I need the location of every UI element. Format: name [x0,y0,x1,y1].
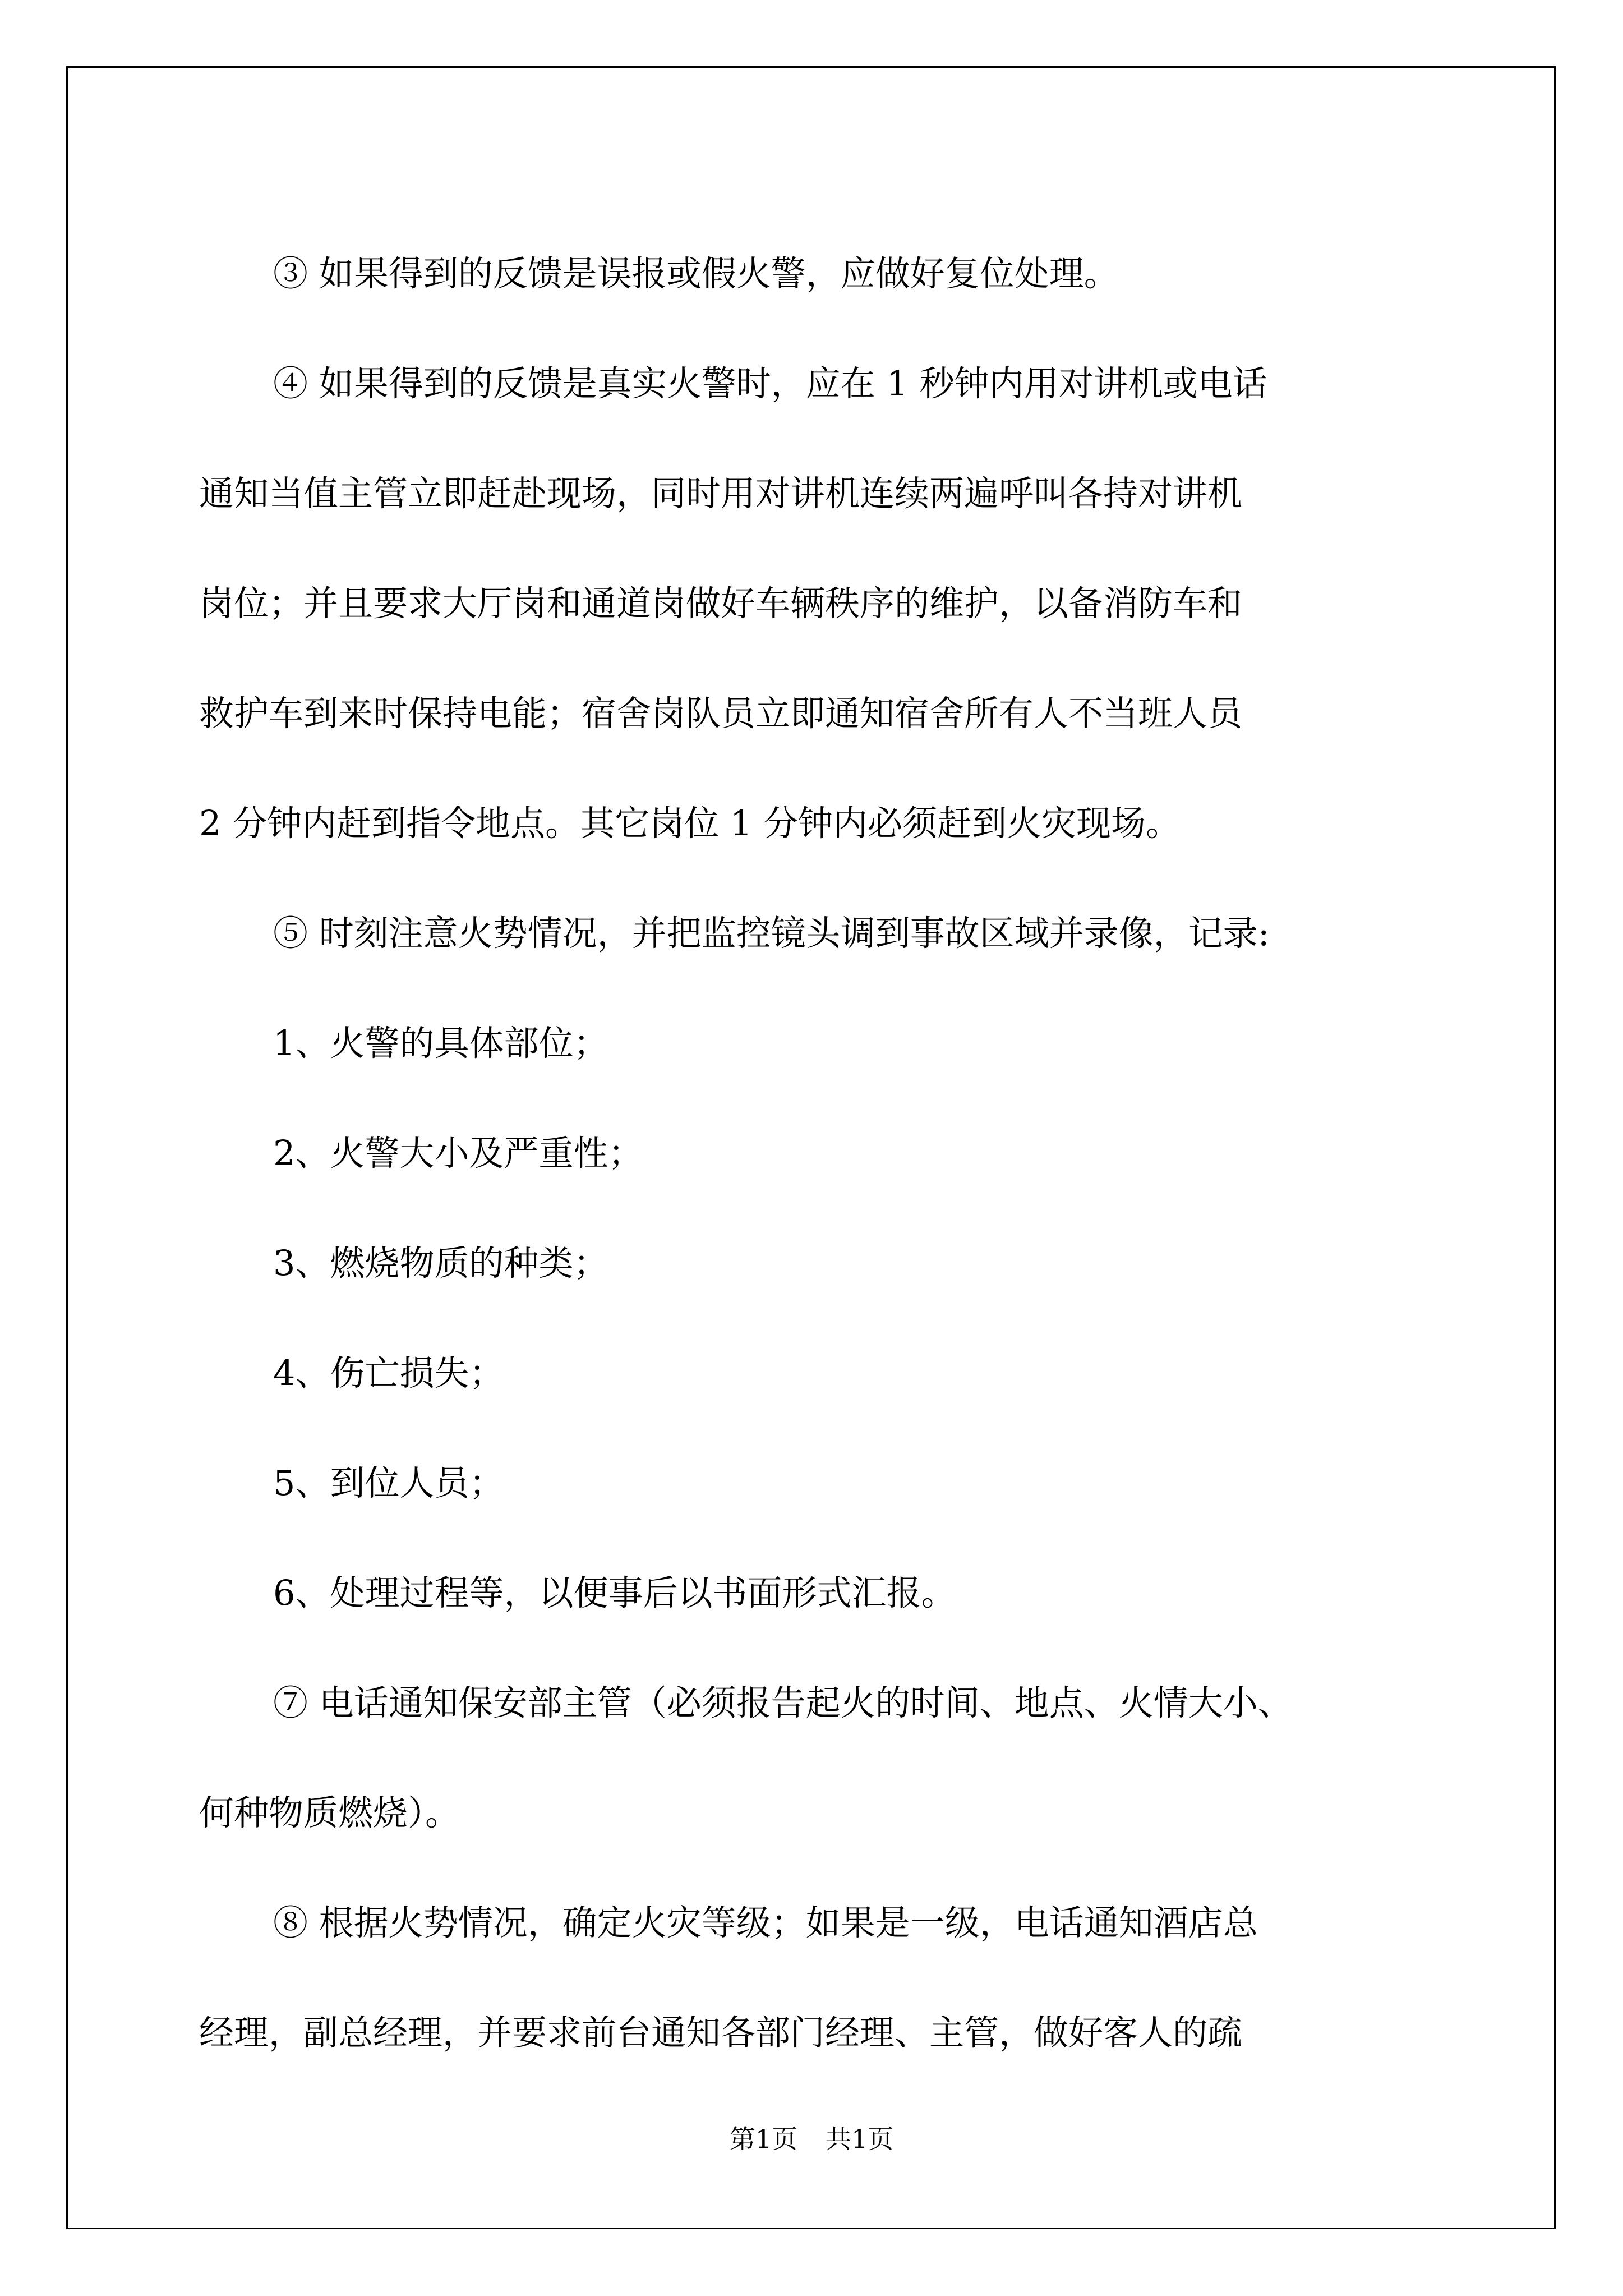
paragraph-line: 通知当值主管立即赶赴现场，同时用对讲机连续两遍呼叫各持对讲机 [199,473,1243,514]
paragraph-line: ⑦ 电话通知保安部主管（必须报告起火的时间、地点、火情大小、 [273,1682,1293,1723]
current-page-label: 第1页 [729,2124,797,2154]
list-item: 3、燃烧物质的种类； [273,1243,608,1283]
page-footer [0,2122,1623,2156]
paragraph-line: 救护车到来时保持电能；宿舍岗队员立即通知宿舍所有人不当班人员 [199,693,1243,734]
paragraph-line: 经理，副总经理，并要求前台通知各部门经理、主管，做好客人的疏 [199,2012,1243,2053]
paragraph-line: 岗位；并且要求大厅岗和通道岗做好车辆秩序的维护，以备消防车和 [199,583,1243,624]
paragraph-line: ③ 如果得到的反馈是误报或假火警，应做好复位处理。 [273,253,1119,294]
paragraph-line: ⑧ 根据火势情况，确定火灾等级；如果是一级，电话通知酒店总 [273,1902,1258,1943]
paragraph-line: 何种物质燃烧）。 [199,1792,460,1833]
document-body [199,219,1427,2088]
paragraph-line: ④ 如果得到的反馈是真实火警时，应在 1 秒钟内用对讲机或电话 [273,363,1267,404]
total-pages-label: 共1页 [826,2124,894,2154]
list-item: 1、火警的具体部位； [273,1023,608,1064]
list-item: 2、火警大小及严重性； [273,1133,643,1174]
paragraph-line: 2 分钟内赶到指令地点。其它岗位 1 分钟内必须赶到火灾现场。 [199,803,1181,844]
list-item: 5、到位人员； [273,1462,504,1503]
list-item: 4、伤亡损失； [273,1352,504,1393]
paragraph-line: ⑤ 时刻注意火势情况，并把监控镜头调到事故区域并录像，记录: [273,913,1270,954]
list-item: 6、处理过程等，以便事后以书面形式汇报。 [273,1572,956,1613]
